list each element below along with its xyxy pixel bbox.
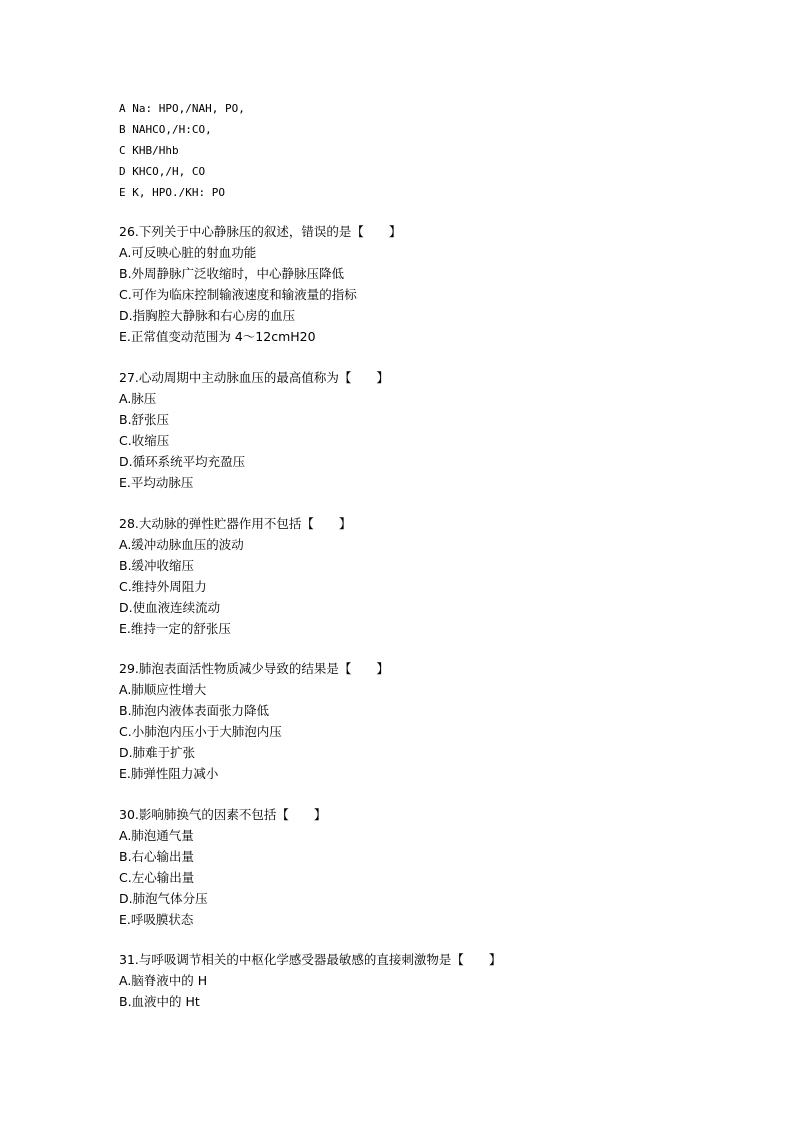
question-28-option-e: E.维持一定的舒张压	[119, 621, 231, 636]
intro-option-b: B NAHCO,/H:CO,	[119, 123, 212, 136]
question-30-option-a: A.肺泡通气量	[119, 828, 194, 843]
question-29-option-c: C.小肺泡内压小于大肺泡内压	[119, 724, 282, 739]
question-30-option-e: E.呼吸膜状态	[119, 912, 194, 927]
question-31-stem: 31.与呼吸调节相关的中枢化学感受器最敏感的直接刺激物是【 】	[119, 952, 502, 967]
question-26-option-b: B.外周静脉广泛收缩时，中心静脉压降低	[119, 266, 345, 281]
question-29-stem: 29.肺泡表面活性物质减少导致的结果是【 】	[119, 661, 389, 676]
question-27-option-b: B.舒张压	[119, 412, 170, 427]
question-31-option-b: B.血液中的 Ht	[119, 994, 200, 1009]
question-30-option-c: C.左心输出量	[119, 870, 195, 885]
intro-option-a: A Na: HPO,/NAH, PO,	[119, 102, 245, 115]
question-30-option-d: D.肺泡气体分压	[119, 891, 208, 906]
question-26-option-e: E.正常值变动范围为 4～12cmH20	[119, 329, 316, 344]
question-30-option-b: B.右心输出量	[119, 849, 195, 864]
question-26-stem: 26.下列关于中心静脉压的叙述，错误的是【 】	[119, 224, 402, 239]
question-26-option-d: D.指胸腔大静脉和右心房的血压	[119, 308, 296, 323]
question-29-option-e: E.肺弹性阻力减小	[119, 766, 219, 781]
question-28-option-c: C.维持外周阻力	[119, 579, 207, 594]
question-27-option-e: E.平均动脉压	[119, 475, 194, 490]
question-29-option-b: B.肺泡内液体表面张力降低	[119, 703, 270, 718]
intro-option-c: C KHB/Hhb	[119, 144, 179, 157]
intro-option-d: D KHCO,/H, CO	[119, 165, 206, 178]
question-30-stem: 30.影响肺换气的因素不包括【 】	[119, 807, 327, 822]
question-29-option-d: D.肺难于扩张	[119, 745, 196, 760]
question-27-option-a: A.脉压	[119, 391, 157, 406]
question-26-option-a: A.可反映心脏的射血功能	[119, 245, 257, 260]
question-28-option-a: A.缓冲动脉血压的波动	[119, 537, 244, 552]
question-27-option-c: C.收缩压	[119, 433, 170, 448]
question-31-option-a: A.脑脊液中的 H	[119, 973, 208, 988]
question-28-stem: 28.大动脉的弹性贮器作用不包括【 】	[119, 516, 352, 531]
question-27-option-d: D.循环系统平均充盈压	[119, 454, 246, 469]
question-26-option-c: C.可作为临床控制输液速度和输液量的指标	[119, 287, 357, 302]
question-28-option-d: D.使血液连续流动	[119, 600, 221, 615]
question-27-stem: 27.心动周期中主动脉血压的最高值称为【 】	[119, 370, 389, 385]
question-28-option-b: B.缓冲收缩压	[119, 558, 195, 573]
intro-option-e: E K, HPO./KH: PO	[119, 186, 225, 199]
question-29-option-a: A.肺顺应性增大	[119, 682, 207, 697]
